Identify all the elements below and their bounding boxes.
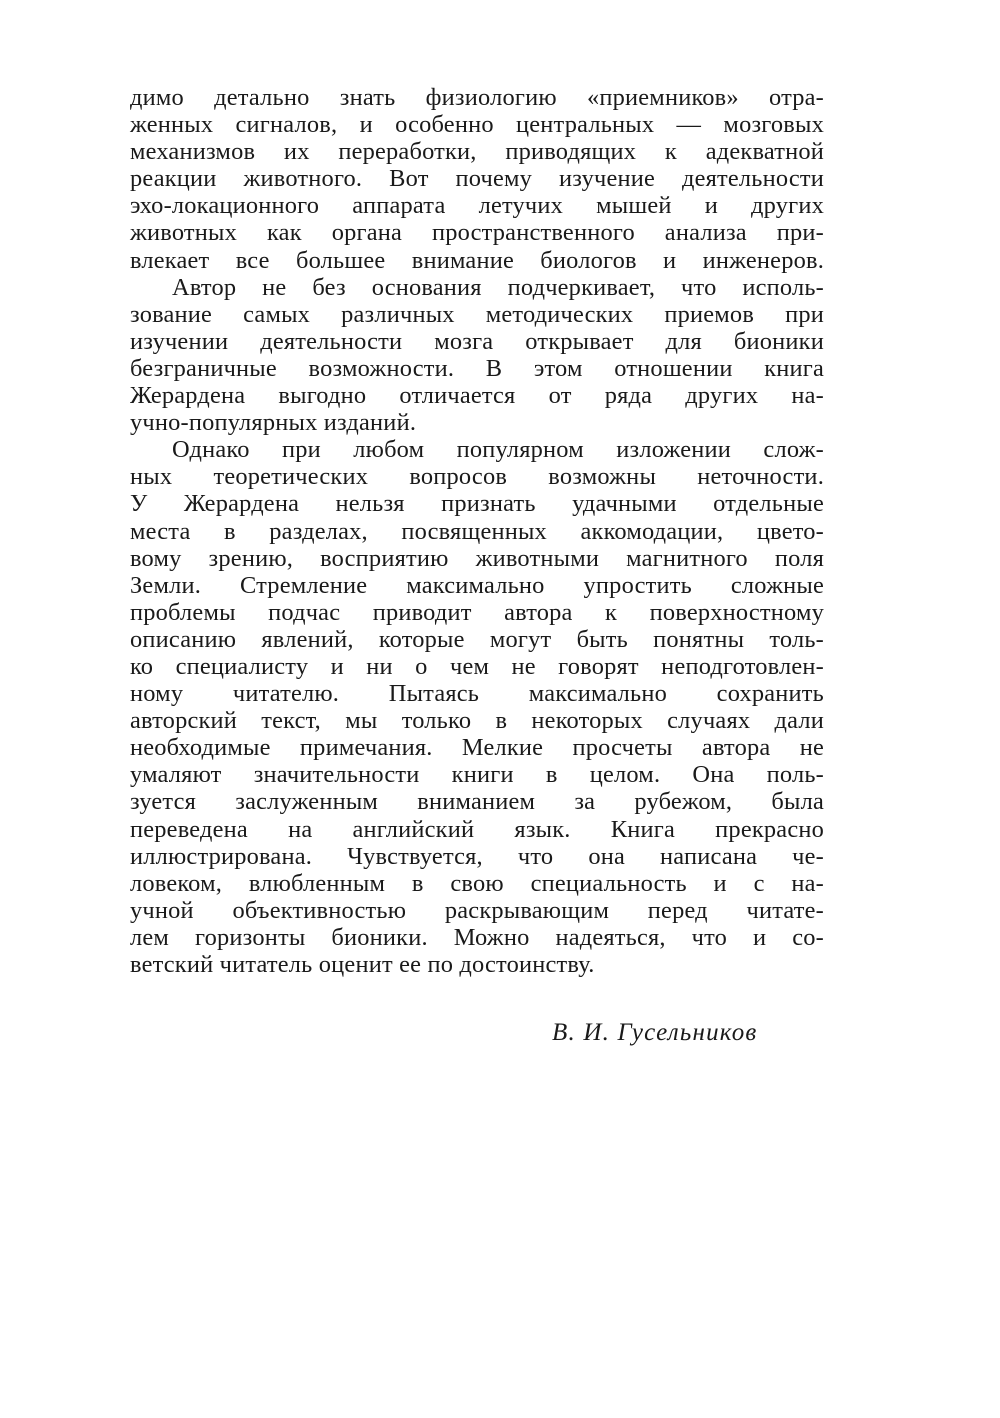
text-line: реакции животного. Вот почему изучение деятельности: [130, 165, 824, 193]
text-line: учной объективностью раскрывающим перед читате-: [130, 896, 824, 924]
text-line: димо детально знать физиологию «приемников» отра-: [130, 84, 824, 111]
text-line: Жерардена выгодно отличается от ряда других на-: [130, 382, 824, 410]
text-line: эхо-локационного аппарата летучих мышей и других: [130, 192, 824, 220]
text-line: вому зрению, восприятию животными магнитного поля: [130, 544, 824, 572]
text-line: авторский текст, мы только в некоторых случаях дали: [130, 707, 824, 735]
text-line: зуется заслуженным вниманием за рубежом, была: [130, 788, 824, 816]
paragraph-3: [130, 436, 824, 978]
body-text: [130, 84, 824, 978]
text-line: Автор не без основания подчеркивает, что исполь-: [172, 273, 824, 301]
text-line: Земли. Стремление максимально упростить сложные: [130, 571, 824, 599]
text-line: необходимые примечания. Мелкие просчеты автора не: [130, 734, 824, 762]
text-line: ных теоретических вопросов возможны неточности.: [130, 463, 824, 491]
text-line: изучении деятельности мозга открывает для бионики: [130, 327, 824, 355]
text-line: ному читателю. Пытаясь максимально сохранить: [130, 680, 824, 708]
text-line: зование самых различных методических приемов при: [130, 300, 824, 328]
text-line: ветский читатель оценит ее по достоинству.: [130, 951, 595, 978]
text-line: У Жерардена нельзя признать удачными отдельные: [130, 490, 824, 518]
text-line: влекает все большее внимание биологов и инженеров.: [130, 246, 824, 274]
text-line: ловеком, влюбленным в свою специальность и с на-: [130, 869, 824, 897]
text-line: описанию явлений, которые могут быть понятны толь-: [130, 625, 824, 653]
text-line: умаляют значительности книги в целом. Она поль-: [130, 761, 824, 789]
text-line: лем горизонты бионики. Можно надеяться, что и со-: [130, 923, 824, 951]
text-line: иллюстрирована. Чувствуется, что она написана че-: [130, 842, 824, 870]
text-line: места в разделах, посвященных аккомодации, цвето-: [130, 517, 824, 545]
text-line: механизмов их переработки, приводящих к адекватной: [130, 138, 824, 166]
paragraph-1: [130, 84, 824, 274]
text-line: Однако при любом популярном изложении слож-: [172, 436, 824, 464]
text-line: ко специалисту и ни о чем не говорят неподготовлен-: [130, 652, 824, 680]
text-line: учно-популярных изданий.: [130, 409, 417, 437]
text-line: безграничные возможности. В этом отношении книга: [130, 354, 824, 382]
text-line: переведена на английский язык. Книга прекрасно: [130, 815, 824, 843]
text-line: женных сигналов, и особенно центральных — мозговых: [130, 111, 824, 139]
text-line: проблемы подчас приводит автора к поверхностному: [130, 598, 824, 626]
text-line: животных как органа пространственного анализа при-: [130, 219, 824, 247]
paragraph-2: [130, 274, 824, 437]
author-signature: В. И. Гусельников: [552, 1019, 758, 1046]
